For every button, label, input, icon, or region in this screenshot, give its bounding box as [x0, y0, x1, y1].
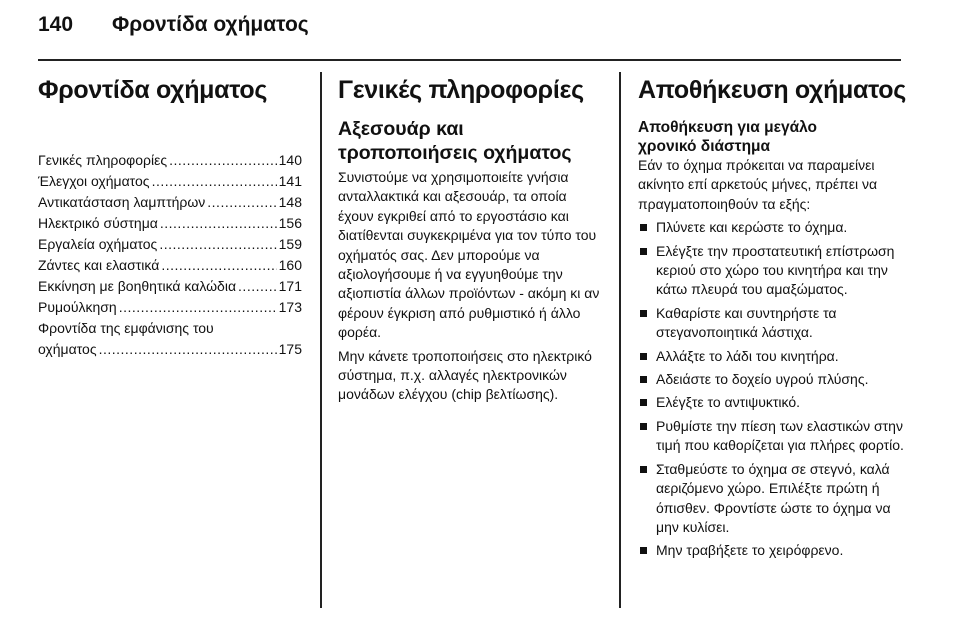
toc-item-text: Ρυμούλκηση: [38, 299, 117, 315]
toc-item-page: 140: [278, 152, 302, 168]
checklist-item: Αδειάστε το δοχείο υγρού πλύσης.: [638, 370, 904, 389]
body-paragraph: Συνιστούμε να χρησιμοποιείτε γνήσια ανταλλακτικά και αξεσουάρ, τα οποία έχουν εγκριθεί από το εργοστάσιο και διατίθενται συγκεκριμένα για τον τύπο του οχήματός σας. Δεν μπορούμε να αξιολογήσουμε ή να εγγυηθούμε την αξιοπιστία άλλων προϊόντων - ακόμη κι αν φέρουν έγκριση από ρυθμιστικό ή άλλο φορέα.: [338, 169, 600, 341]
checklist-item: Αλλάξτε το λάδι του κινητήρα.: [638, 347, 904, 366]
vehicle-storage-column: [638, 72, 904, 561]
table-of-contents: [38, 150, 302, 360]
checklist-item: Πλύνετε και κερώστε το όχημα.: [638, 218, 904, 237]
toc-item[interactable]: [38, 213, 302, 234]
toc-leader-dots: [119, 297, 277, 318]
toc-item[interactable]: [38, 171, 302, 192]
subsection-title-line1: Αξεσουάρ και: [338, 118, 464, 140]
checklist-item: Καθαρίστε και συντηρήστε τα στεγανοποιητικά λάστιχα.: [638, 304, 904, 343]
column-divider-2: [619, 72, 621, 608]
toc-leader-dots: [169, 150, 277, 171]
chapter-contents-column: [38, 72, 302, 357]
header-rule: [38, 59, 901, 61]
toc-leader-dots: [160, 213, 277, 234]
toc-item-page: 148: [278, 194, 302, 210]
toc-item-text: Ηλεκτρικό σύστημα: [38, 215, 158, 231]
toc-item-text: Γενικές πληροφορίες: [38, 152, 168, 168]
toc-item[interactable]: [38, 318, 302, 360]
running-title: Φροντίδα οχήματος: [112, 13, 309, 36]
toc-item-text: Αντικατάσταση λαμπτήρων: [38, 194, 206, 210]
checklist-item: Ελέγξτε την προστατευτική επίστρωση κεριού στο χώρο του κινητήρα και την κάτω πλευρά του αμαξώματος.: [638, 242, 904, 300]
toc-item[interactable]: [38, 150, 302, 171]
toc-item-page: 175: [278, 341, 302, 357]
toc-item-text: Εργαλεία οχήματος: [38, 236, 158, 252]
toc-item-page: 160: [278, 257, 302, 273]
general-info-column: [338, 72, 604, 405]
toc-item[interactable]: [38, 192, 302, 213]
toc-item-page: 159: [278, 236, 302, 252]
toc-item-page: 171: [278, 278, 302, 294]
toc-item[interactable]: [38, 255, 302, 276]
page-number: 140: [38, 13, 74, 36]
column-divider-1: [320, 72, 322, 608]
toc-item[interactable]: [38, 234, 302, 255]
toc-item-page: 141: [278, 173, 302, 189]
subsection-title-line2: χρονικό διάστημα: [638, 138, 771, 155]
storage-checklist: [638, 218, 904, 561]
toc-leader-dots: [99, 339, 277, 360]
toc-item-page: 156: [278, 215, 302, 231]
toc-item[interactable]: [38, 297, 302, 318]
subsection-title-line1: Αποθήκευση για μεγάλο: [638, 119, 817, 136]
toc-item-text-line1: Φροντίδα της εμφάνισης του: [38, 320, 214, 336]
toc-leader-dots: [238, 276, 277, 297]
checklist-item: Ελέγξτε το αντιψυκτικό.: [638, 393, 904, 412]
toc-leader-dots: [159, 234, 276, 255]
section-title: Γενικές πληροφορίες: [338, 76, 584, 104]
checklist-item: Ρυθμίστε την πίεση των ελαστικών στην τιμή που καθορίζεται για πλήρες φορτίο.: [638, 417, 904, 456]
checklist-item: Σταθμεύστε το όχημα σε στεγνό, καλά αεριζόμενο χώρο. Επιλέξτε πρώτη ή όπισθεν. Φροντίστε ώστε το όχημα να μην κυλίσει.: [638, 460, 904, 538]
toc-item-text: Έλεγχοι οχήματος: [38, 173, 150, 189]
toc-item-text: Εκκίνηση με βοηθητικά καλώδια: [38, 278, 237, 294]
body-paragraph: Μην κάνετε τροποποιήσεις στο ηλεκτρικό σύστημα, π.χ. αλλαγές ηλεκτρονικών μονάδων ελέγχου (chip βελτίωσης).: [338, 347, 592, 403]
toc-leader-dots: [152, 171, 277, 192]
section-title: Αποθήκευση οχήματος: [638, 76, 906, 104]
subsection-title: [638, 118, 904, 156]
subsection-title-line2: τροποποιήσεις οχήματος: [338, 142, 572, 164]
toc-item-text: Ζάντες και ελαστικά: [38, 257, 160, 273]
toc-leader-dots: [207, 192, 276, 213]
toc-item[interactable]: [38, 276, 302, 297]
chapter-title: Φροντίδα οχήματος: [38, 76, 268, 104]
toc-item-text-line2: οχήματος: [38, 341, 97, 357]
toc-item-page: 173: [278, 299, 302, 315]
toc-leader-dots: [161, 255, 276, 276]
body-paragraph: Εάν το όχημα πρόκειται να παραμείνει ακίνητο επί αρκετούς μήνες, πρέπει να πραγματοποιηθούν τα εξής:: [638, 157, 878, 212]
subsection-title: [338, 117, 604, 165]
checklist-item: Μην τραβήξετε το χειρόφρενο.: [638, 541, 904, 560]
